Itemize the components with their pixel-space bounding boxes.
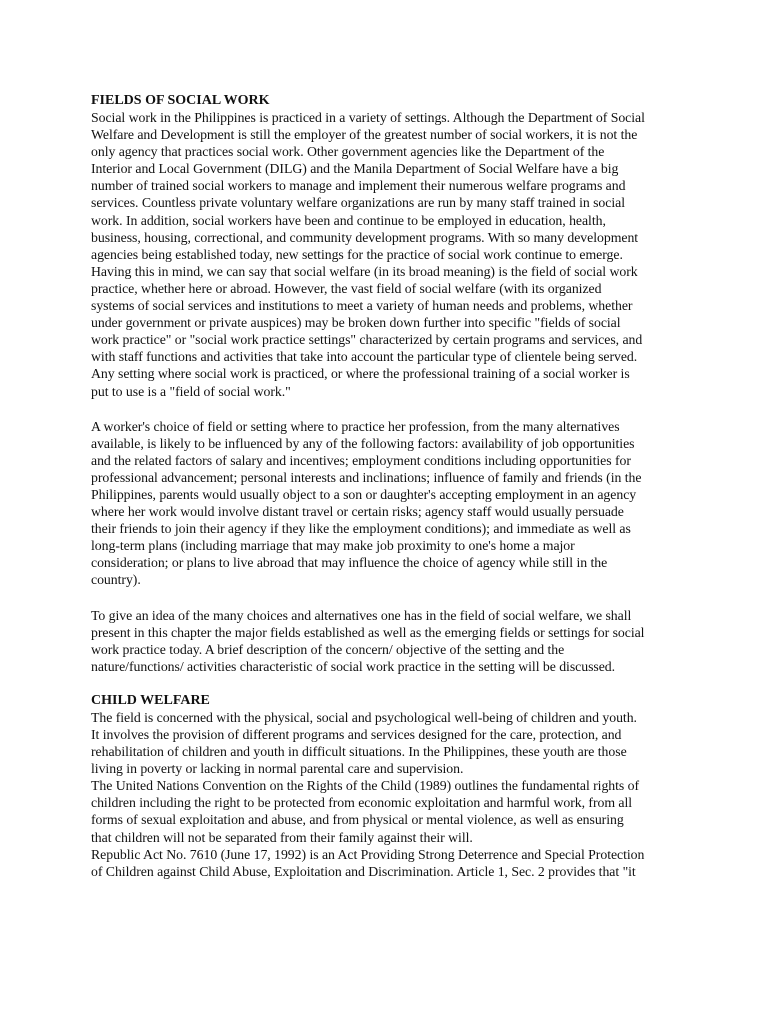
paragraph-republic-act: Republic Act No. 7610 (June 17, 1992) is an Act Providing Strong Deterrence and Special Protection of Children against Child Abuse, Exploitation and Discrimination. Article 1, Sec. 2 provides that "it [91, 846, 645, 879]
document-page [91, 92, 691, 880]
paragraph-child-welfare-concern: The field is concerned with the physical, social and psychological well-being of children and youth. It involves the provision of different programs and services designed for the care, protection, and rehabilitation of children and youth in difficult situations. In the Philippines, these youth are those living in poverty or lacking in normal parental care and supervision. [91, 709, 637, 777]
paragraph-chapter-overview: To give an idea of the many choices and alternatives one has in the field of social welfare, we shall present in this chapter the major fields established as well as the emerging fields or settings for social work practice today. A brief description of the concern/ objective of the setting and the nature/functions/ activities characteristic of social work practice in the setting will be discussed. [91, 607, 645, 674]
paragraph-spacer [91, 589, 691, 607]
section-spacer [91, 675, 691, 692]
paragraph-workers-choice: A worker's choice of field or setting where to practice her profession, from the many alternatives available, is likely to be influenced by any of the following factors: availability of job opportunities and the related factors of salary and incentives; employment conditions including opportunities for professional advancement; personal interests and inclinations; influence of family and friends (in the Philippines, parents would usually object to a son or daughter's accepting employment in an agency where her work would involve distant travel or certain risks; agency staff would usually persuade their friends to join their agency if they like the employment conditions); and immediate as well as long-term plans (including marriage that may make job proximity to one's home a major consideration; or plans to live abroad that may influence the choice of agency while still in the country). [91, 418, 642, 588]
section-heading-child-welfare: CHILD WELFARE [91, 692, 210, 708]
paragraph-social-work-settings: Social work in the Philippines is practiced in a variety of settings. Although the Department of Social Welfare and Development is still the employer of the greatest number of social workers, it is not the only agency that practices social work. Other government agencies like the Department of the Interior and Local Government (DILG) and the Manila Department of Social Welfare have a big number of trained social workers to manage and implement their numerous welfare programs and services. Countless private voluntary welfare organizations are run by many staff trained in social work. In addition, social workers have been and continue to be employed in education, health, business, housing, correctional, and community development programs. With so many development agencies being established today, new settings for the practice of social work continue to emerge. Having this in mind, we can say that social welfare (in its broad meaning) is the field of social work practice, whether here or abroad. However, the vast field of social welfare (with its organized systems of social services and institutions to meet a variety of human needs and problems, whether under government or private auspices) may be broken down further into specific "fields of social work practice" or "social work practice settings" characterized by certain programs and services, and with staff functions and activities that take into account the particular type of clientele being served. Any setting where social work is practiced, or where the professional training of a social worker is put to use is a "field of social work." [91, 110, 645, 399]
section-heading-fields-of-social-work: FIELDS OF SOCIAL WORK [91, 93, 270, 108]
paragraph-un-convention: The United Nations Convention on the Rights of the Child (1989) outlines the fundamental rights of children including the right to be protected from economic exploitation and harmful work, from all forms of sexual exploitation and abuse, and from physical or mental violence, as well as ensuring that children will not be separated from their family against their will. [91, 778, 640, 845]
paragraph-spacer [91, 400, 691, 418]
